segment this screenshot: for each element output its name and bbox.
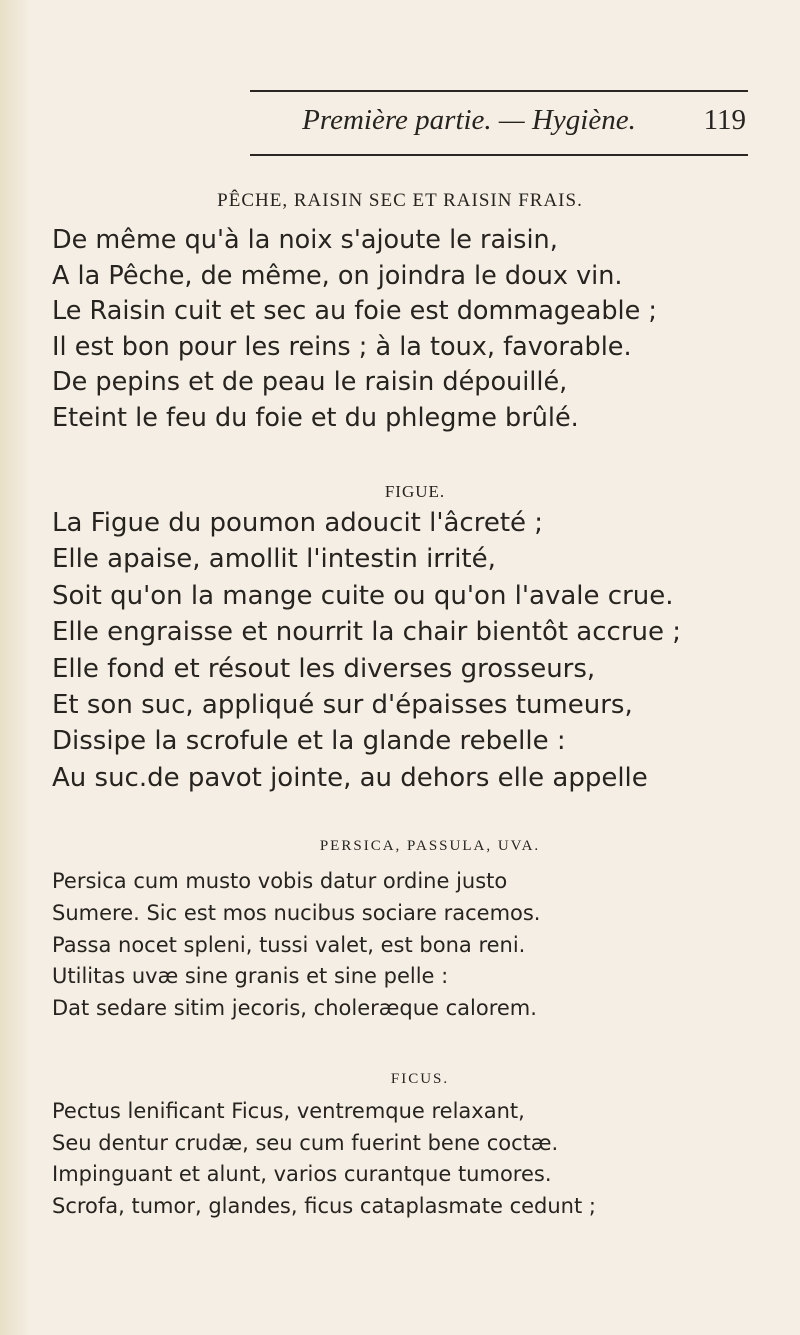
verse-line: Il est bon pour les reins ; à la toux, favorable. (52, 331, 632, 362)
verse-line: Passa nocet spleni, tussi valet, est bona reni. (52, 932, 526, 957)
header-rule-top (250, 90, 748, 92)
verse-line: La Figue du poumon adoucit l'âcreté ; (52, 508, 544, 538)
verse-block-ficus (52, 1096, 596, 1222)
verse-line: Elle apaise, amollit l'intestin irrité, (52, 544, 496, 575)
verse-line: Persica cum musto vobis datur ordine justo (52, 869, 508, 893)
verse-line: Sumere. Sic est mos nucibus sociare racemos. (52, 900, 541, 925)
verse-line: Dat sedare sitim jecoris, choleræque calorem. (52, 996, 537, 1021)
verse-line: Dissipe la scrofule et la glande rebelle : (52, 726, 566, 757)
header-rule-bottom (250, 154, 748, 156)
verse-line: Utilitas uvæ sine granis et sine pelle : (52, 964, 449, 989)
section-heading-peche: PÊCHE, RAISIN SEC ET RAISIN FRAIS. (217, 190, 583, 211)
verse-line: Impinguant et alunt, varios curantque tumores. (52, 1162, 552, 1186)
verse-line: Elle fond et résout les diverses grosseurs, (52, 653, 596, 684)
verse-block-persica (52, 866, 541, 1025)
page-number: 119 (703, 104, 746, 136)
verse-line: Et son suc, appliqué sur d'épaisses tumeurs, (52, 689, 633, 720)
section-heading-ficus: FICUS. (390, 1071, 450, 1087)
verse-line: Seu dentur crudæ, seu cum fuerint bene coctæ. (52, 1130, 559, 1155)
verse-block-figue (52, 505, 681, 796)
verse-line: Au suc.de pavot jointe, au dehors elle appelle (52, 762, 648, 793)
verse-line: Pectus lenificant Ficus, ventremque relaxant, (52, 1099, 525, 1123)
running-head (250, 100, 748, 150)
verse-line: Soit qu'on la mange cuite ou qu'on l'avale crue. (52, 580, 674, 611)
verse-line: Scrofa, tumor, glandes, ficus cataplasmate cedunt ; (52, 1193, 596, 1218)
verse-block-peche (52, 223, 657, 436)
verse-line: A la Pêche, de même, on joindra le doux vin. (52, 260, 623, 291)
verse-line: Le Raisin cuit et sec au foie est dommageable ; (52, 296, 658, 326)
verse-line: De même qu'à la noix s'ajoute le raisin, (52, 225, 558, 255)
verse-line: Elle engraisse et nourrit la chair bientôt accrue ; (52, 617, 682, 648)
section-heading-persica: PERSICA, PASSULA, UVA. (319, 838, 541, 854)
verse-line: De pepins et de peau le raisin dépouillé, (52, 367, 568, 397)
verse-line: Eteint le feu du foie et du phlegme brûlé. (52, 402, 579, 433)
running-title: Première partie. — Hygiène. (302, 104, 636, 136)
section-heading-figue: FIGUE. (384, 482, 446, 501)
